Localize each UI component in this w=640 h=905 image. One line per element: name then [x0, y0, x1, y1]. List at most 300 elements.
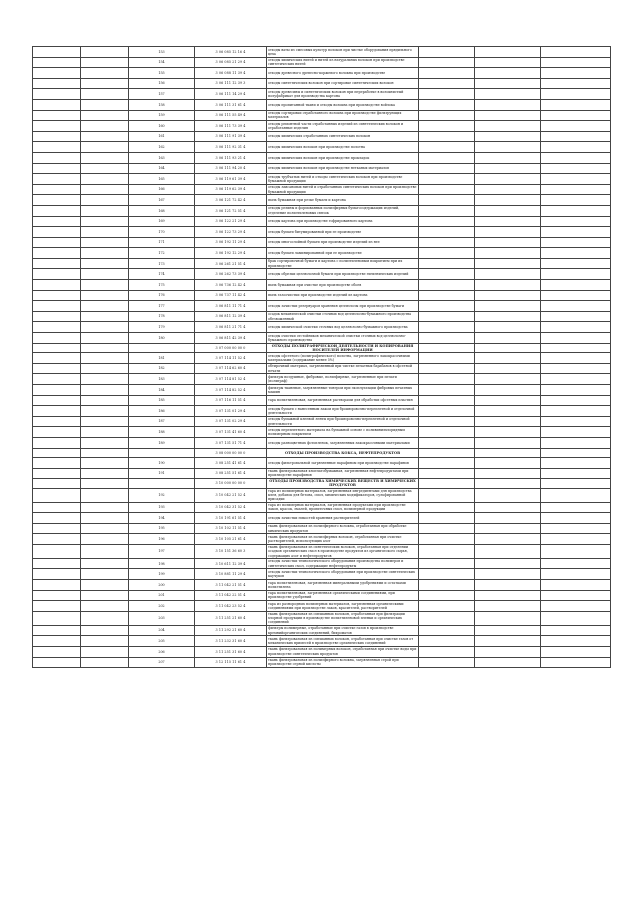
waste-code-cell: 3 10 191 61 51 4: [195, 513, 267, 524]
empty-cell: [419, 513, 475, 524]
waste-code-cell: 3 07 114 81 52 4: [195, 374, 267, 385]
waste-description-cell: отходы обрезки целлюлозной бумаги при производстве гигиенических изделий: [267, 269, 419, 280]
empty-cell: [33, 174, 81, 185]
empty-cell: [419, 343, 475, 353]
table-row: [33, 534, 611, 545]
empty-cell: [419, 406, 475, 417]
empty-cell: [81, 363, 129, 374]
empty-cell: [81, 205, 129, 216]
waste-description-cell: отходы бумаги с нанесенным лаком при брошюровочно-переплетной и отделочной деятельности: [267, 406, 419, 417]
empty-cell: [33, 110, 81, 121]
table-row: [33, 174, 611, 185]
empty-cell: [33, 374, 81, 385]
empty-cell: [81, 427, 129, 438]
waste-description-cell: отходы ремонтной части отработанных изделий из синтетических волокон и отработанные изделия: [267, 121, 419, 132]
row-number-cell: 171: [129, 237, 195, 248]
waste-code-cell: 3 06 121 72 42 4: [195, 195, 267, 206]
empty-cell: [419, 395, 475, 406]
row-number-cell: 194: [129, 513, 195, 524]
empty-cell: [33, 545, 81, 559]
waste-description-cell: пыль бумажная при очистке при производстве обоев: [267, 280, 419, 291]
waste-code-cell: 3 07 114 82 52 4: [195, 385, 267, 396]
empty-cell: [475, 152, 541, 163]
empty-cell: [475, 47, 541, 58]
empty-cell: [419, 479, 475, 489]
waste-code-cell: 3 12 115 11 61 4: [195, 657, 267, 668]
empty-cell: [81, 248, 129, 259]
empty-cell: [33, 523, 81, 534]
waste-description-cell: тара полиэтиленовая, загрязненная органическими соединениями, при производстве удобрений: [267, 590, 419, 601]
empty-cell: [33, 416, 81, 427]
empty-cell: [81, 195, 129, 206]
empty-cell: [541, 479, 611, 489]
row-number-cell: 155: [129, 68, 195, 79]
empty-cell: [475, 290, 541, 301]
empty-cell: [475, 78, 541, 89]
waste-description-cell: отходы зачистки технологического оборудования производства полимеров и синтетических смол, содержащие нефтепродукты: [267, 558, 419, 569]
empty-cell: [81, 343, 129, 353]
waste-code-cell: 3 06 736 12 42 4: [195, 280, 267, 291]
row-number-cell: 168: [129, 205, 195, 216]
row-number-cell: 163: [129, 152, 195, 163]
table-row: [33, 523, 611, 534]
empty-cell: [419, 258, 475, 269]
empty-cell: [541, 646, 611, 657]
empty-cell: [541, 57, 611, 68]
table-row: [33, 205, 611, 216]
empty-cell: [541, 636, 611, 647]
empty-cell: [475, 216, 541, 227]
empty-cell: [33, 269, 81, 280]
row-number-cell: 176: [129, 290, 195, 301]
empty-cell: [81, 301, 129, 312]
table-row: [33, 311, 611, 322]
empty-cell: [81, 545, 129, 559]
empty-cell: [419, 269, 475, 280]
row-number-cell: 182: [129, 363, 195, 374]
empty-cell: [419, 437, 475, 448]
empty-cell: [541, 468, 611, 479]
empty-cell: [419, 227, 475, 238]
waste-code-cell: 3 10 042 21 52 4: [195, 488, 267, 502]
table-row: [33, 47, 611, 58]
empty-cell: [475, 163, 541, 174]
empty-cell: [33, 258, 81, 269]
empty-cell: [81, 280, 129, 291]
waste-code-cell: 3 11 292 21 60 4: [195, 625, 267, 636]
waste-code-cell: 3 06 192 12 29 4: [195, 248, 267, 259]
row-number-cell: 179: [129, 322, 195, 333]
waste-code-cell: 3 11 042 22 51 4: [195, 590, 267, 601]
empty-cell: [541, 558, 611, 569]
empty-cell: [419, 237, 475, 248]
empty-cell: [475, 301, 541, 312]
table-row: [33, 269, 611, 280]
table-row: [33, 601, 611, 612]
table-row: [33, 502, 611, 513]
empty-cell: [541, 611, 611, 625]
empty-cell: [33, 78, 81, 89]
empty-cell: [81, 502, 129, 513]
table-row: [33, 121, 611, 132]
row-number-cell: 175: [129, 280, 195, 291]
row-number-cell: 154: [129, 57, 195, 68]
waste-code-cell: 3 07 131 41 60 4: [195, 427, 267, 438]
row-number-cell: 166: [129, 184, 195, 195]
row-number-cell: 157: [129, 89, 195, 100]
empty-cell: [33, 99, 81, 110]
empty-cell: [33, 580, 81, 591]
empty-cell: [419, 248, 475, 259]
empty-cell: [475, 625, 541, 636]
empty-cell: [81, 353, 129, 364]
table-row: [33, 416, 611, 427]
empty-cell: [475, 68, 541, 79]
row-number-cell: 185: [129, 395, 195, 406]
empty-cell: [81, 142, 129, 153]
table-row: [33, 558, 611, 569]
empty-cell: [541, 406, 611, 417]
waste-description-cell: отходы химической очистки сточных вод целлюлозно-бумажного производства: [267, 322, 419, 333]
waste-code-cell: 3 06 737 11 42 4: [195, 290, 267, 301]
waste-code-cell: 3 11 042 21 51 4: [195, 580, 267, 591]
empty-cell: [33, 513, 81, 524]
empty-cell: [419, 580, 475, 591]
empty-cell: [33, 636, 81, 647]
empty-cell: [541, 580, 611, 591]
waste-code-cell: 3 07 114 11 52 4: [195, 353, 267, 364]
empty-cell: [419, 184, 475, 195]
empty-cell: [419, 290, 475, 301]
row-number-cell: 162: [129, 142, 195, 153]
waste-code-cell: 3 10 042 31 52 4: [195, 502, 267, 513]
row-number-cell: 184: [129, 385, 195, 396]
empty-cell: [81, 406, 129, 417]
empty-cell: [419, 569, 475, 580]
waste-description-cell: отходы многослойной бумаги при производстве изделий из нее: [267, 237, 419, 248]
row-number-cell: 158: [129, 99, 195, 110]
waste-code-cell: 3 08 251 41 61 4: [195, 457, 267, 468]
waste-code-cell: 3 07 131 51 71 4: [195, 437, 267, 448]
empty-cell: [475, 142, 541, 153]
empty-cell: [419, 47, 475, 58]
empty-cell: [81, 558, 129, 569]
row-number-cell: 207: [129, 657, 195, 668]
empty-cell: [33, 488, 81, 502]
row-number-cell: [129, 479, 195, 489]
waste-description-cell: отходы переплетного материала на бумажной основе с поливинилхлоридным полимерным покрытием: [267, 427, 419, 438]
table-row: [33, 99, 611, 110]
waste-code-cell: 3 06 085 12 16 4: [195, 47, 267, 58]
table-row: [33, 488, 611, 502]
empty-cell: [81, 237, 129, 248]
empty-cell: [475, 110, 541, 121]
empty-cell: [33, 534, 81, 545]
table-row: [33, 363, 611, 374]
empty-cell: [33, 427, 81, 438]
empty-cell: [33, 301, 81, 312]
empty-cell: [81, 47, 129, 58]
empty-cell: [33, 322, 81, 333]
empty-cell: [33, 57, 81, 68]
waste-description-cell: пыль газоочистки при производстве изделий из картона: [267, 290, 419, 301]
empty-cell: [33, 216, 81, 227]
empty-cell: [541, 152, 611, 163]
table-row: [33, 280, 611, 291]
waste-description-cell: отходы пропитанной ткани и отходы волокна при производстве войлока: [267, 99, 419, 110]
waste-code-cell: 3 06 811 21 71 4: [195, 322, 267, 333]
empty-cell: [541, 363, 611, 374]
empty-cell: [33, 227, 81, 238]
empty-cell: [419, 416, 475, 427]
empty-cell: [541, 333, 611, 344]
empty-cell: [541, 590, 611, 601]
empty-cell: [419, 468, 475, 479]
row-number-cell: 205: [129, 636, 195, 647]
empty-cell: [541, 269, 611, 280]
empty-cell: [541, 184, 611, 195]
waste-code-cell: 3 06 111 91 39 4: [195, 131, 267, 142]
waste-code-cell: 3 06 262 73 39 4: [195, 269, 267, 280]
waste-description-cell: тара из разнородных полимерных материалов, загрязненная органическими соединениями при производстве лаков, красителей, растворителей: [267, 601, 419, 612]
table-row: [33, 385, 611, 396]
empty-cell: [541, 216, 611, 227]
waste-description-cell: фильтры воздушные, фибровые, полиэфирные, загрязненные при печати (полиграф): [267, 374, 419, 385]
empty-cell: [81, 611, 129, 625]
waste-description-cell: тара из полимерных материалов, загрязненная продуктами при производстве лаков, красок, эмалей, пропиточных смол, полимерной продукции: [267, 502, 419, 513]
waste-description-cell: ткань фильтровальная из полиэфирного волокна, загрязненная серой при производстве серной кислоты: [267, 657, 419, 668]
empty-cell: [541, 448, 611, 457]
row-number-cell: 190: [129, 457, 195, 468]
empty-cell: [419, 110, 475, 121]
waste-code-cell: 3 06 111 94 20 4: [195, 163, 267, 174]
waste-classification-table: [32, 46, 611, 668]
empty-cell: [81, 569, 129, 580]
empty-cell: [475, 248, 541, 259]
empty-cell: [33, 121, 81, 132]
table-row: [33, 184, 611, 195]
empty-cell: [475, 534, 541, 545]
empty-cell: [419, 363, 475, 374]
table-row: [33, 68, 611, 79]
row-number-cell: 204: [129, 625, 195, 636]
waste-description-cell: ткань фильтровальная из смешанных волокон, отработанная при очистке газов от механических примесей в производстве органических соединений: [267, 636, 419, 647]
empty-cell: [541, 545, 611, 559]
empty-cell: [419, 280, 475, 291]
waste-code-cell: 3 10 105 21 61 4: [195, 534, 267, 545]
empty-cell: [475, 657, 541, 668]
empty-cell: [81, 322, 129, 333]
empty-cell: [419, 301, 475, 312]
empty-cell: [33, 646, 81, 657]
waste-description-cell: осадок механической очистки сточных вод целлюлозно-бумажного производства обезвоженный: [267, 311, 419, 322]
waste-code-cell: 3 11 251 21 60 4: [195, 611, 267, 625]
empty-cell: [475, 374, 541, 385]
waste-description-cell: ОТХОДЫ ПОЛИГРАФИЧЕСКОЙ ДЕЯТЕЛЬНОСТИ И КОПИРОВАНИЯ НОСИТЕЛЕЙ ИНФОРМАЦИИ: [267, 343, 419, 353]
waste-code-cell: 3 11 251 31 60 4: [195, 646, 267, 657]
waste-description-cell: отходы разноцветных фотопленок, загрязненных лакокрасочными материалами: [267, 437, 419, 448]
empty-cell: [541, 488, 611, 502]
waste-code-cell: 3 06 088 11 39 4: [195, 68, 267, 79]
empty-cell: [33, 479, 81, 489]
empty-cell: [81, 68, 129, 79]
row-number-cell: 164: [129, 163, 195, 174]
empty-cell: [81, 590, 129, 601]
empty-cell: [81, 395, 129, 406]
empty-cell: [541, 142, 611, 153]
empty-cell: [475, 363, 541, 374]
empty-cell: [81, 416, 129, 427]
empty-cell: [419, 558, 475, 569]
empty-cell: [81, 269, 129, 280]
waste-description-cell: отходы трубчатых нитей и отходы синтетических волокон при производстве бумажной продукции: [267, 174, 419, 185]
empty-cell: [33, 311, 81, 322]
empty-cell: [33, 205, 81, 216]
empty-cell: [33, 468, 81, 479]
table-row: [33, 657, 611, 668]
empty-cell: [541, 374, 611, 385]
row-number-cell: 165: [129, 174, 195, 185]
empty-cell: [81, 468, 129, 479]
empty-cell: [541, 569, 611, 580]
table-row: [33, 569, 611, 580]
empty-cell: [81, 657, 129, 668]
waste-description-cell: ткань фильтровальная из полимерных волокон, отработанная при очистке воды при производстве синтетических продуктов: [267, 646, 419, 657]
empty-cell: [541, 237, 611, 248]
empty-cell: [419, 78, 475, 89]
row-number-cell: 201: [129, 590, 195, 601]
empty-cell: [81, 488, 129, 502]
waste-code-cell: 3 07 131 02 29 4: [195, 416, 267, 427]
table-row: [33, 57, 611, 68]
empty-cell: [419, 174, 475, 185]
empty-cell: [81, 184, 129, 195]
empty-cell: [419, 448, 475, 457]
empty-cell: [475, 590, 541, 601]
row-number-cell: 173: [129, 258, 195, 269]
waste-description-cell: отходы лавсановых нитей и отработанных синтетических волокон при производстве бумажной продукции: [267, 184, 419, 195]
waste-code-cell: 3 06 085 21 29 4: [195, 57, 267, 68]
waste-code-cell: 3 10 611 12 39 4: [195, 558, 267, 569]
waste-description-cell: обтирочный материал, загрязненный при чистке печатных барабанов в офсетной печати: [267, 363, 419, 374]
waste-code-cell: 3 07 131 01 29 4: [195, 406, 267, 417]
empty-cell: [33, 625, 81, 636]
empty-cell: [475, 89, 541, 100]
empty-cell: [475, 131, 541, 142]
empty-cell: [541, 121, 611, 132]
waste-code-cell: 3 11 042 23 52 4: [195, 601, 267, 612]
empty-cell: [475, 99, 541, 110]
waste-description-cell: отходы химических волокон при производстве нетканых материалов: [267, 163, 419, 174]
row-number-cell: [129, 343, 195, 353]
waste-code-cell: 3 10 881 11 29 4: [195, 569, 267, 580]
empty-cell: [541, 534, 611, 545]
empty-cell: [541, 110, 611, 121]
empty-cell: [475, 468, 541, 479]
table-row: [33, 78, 611, 89]
empty-cell: [419, 488, 475, 502]
row-number-cell: 206: [129, 646, 195, 657]
row-number-cell: 160: [129, 121, 195, 132]
row-number-cell: 196: [129, 534, 195, 545]
empty-cell: [541, 89, 611, 100]
table-row: [33, 142, 611, 153]
waste-code-cell: 3 07 000 00 00 0: [195, 343, 267, 353]
empty-cell: [475, 322, 541, 333]
waste-code-cell: 3 10 151 36 60 3: [195, 545, 267, 559]
waste-description-cell: тара из полимерных материалов, загрязненная ингредиентами для производства клея, добавок для бетона, смол, химических модификаторов, сульфированной присадки: [267, 488, 419, 502]
waste-description-cell: отходы бумаги ламинированной при ее производстве: [267, 248, 419, 259]
empty-cell: [419, 625, 475, 636]
row-number-cell: 177: [129, 301, 195, 312]
empty-cell: [475, 385, 541, 396]
empty-cell: [33, 569, 81, 580]
row-number-cell: 170: [129, 227, 195, 238]
row-number-cell: [129, 448, 195, 457]
empty-cell: [475, 205, 541, 216]
empty-cell: [541, 322, 611, 333]
empty-cell: [475, 237, 541, 248]
empty-cell: [33, 353, 81, 364]
row-number-cell: 203: [129, 611, 195, 625]
empty-cell: [81, 437, 129, 448]
empty-cell: [33, 363, 81, 374]
empty-cell: [33, 195, 81, 206]
table-row: [33, 216, 611, 227]
empty-cell: [475, 406, 541, 417]
row-number-cell: 153: [129, 47, 195, 58]
empty-cell: [419, 385, 475, 396]
empty-cell: [33, 290, 81, 301]
empty-cell: [33, 558, 81, 569]
table-row: [33, 301, 611, 312]
waste-description-cell: отходы ваты из смесовых культур волокон при чистке оборудования прядильного цеха: [267, 47, 419, 58]
waste-description-cell: ткань фильтровальная из смешанных волокон, отработанная при фильтрации хлорной продукции в производстве полиэтиленовой пленки и органических соединений: [267, 611, 419, 625]
empty-cell: [475, 174, 541, 185]
waste-code-cell: 3 06 111 31 61 4: [195, 99, 267, 110]
empty-cell: [541, 99, 611, 110]
empty-cell: [419, 523, 475, 534]
empty-cell: [419, 57, 475, 68]
waste-description-cell: отходы картона при производстве гофрированного картона: [267, 216, 419, 227]
empty-cell: [81, 99, 129, 110]
row-number-cell: 192: [129, 488, 195, 502]
waste-description-cell: отходы бумаги битумированной при ее производстве: [267, 227, 419, 238]
waste-description-cell: отходы резины и формованных полиэфирных бумагосодержащих изделий, отделение полиэтиленовых связок: [267, 205, 419, 216]
table-row: [33, 636, 611, 647]
waste-code-cell: 3 06 121 72 51 4: [195, 205, 267, 216]
row-number-cell: 188: [129, 427, 195, 438]
row-number-cell: 167: [129, 195, 195, 206]
empty-cell: [541, 513, 611, 524]
waste-description-cell: отходы офсетного (полиграфического) полотна, загрязненного лакокрасочными материалами (содержание менее 5%): [267, 353, 419, 364]
empty-cell: [419, 427, 475, 438]
empty-cell: [33, 406, 81, 417]
empty-cell: [419, 99, 475, 110]
waste-description-cell: ткань фильтровальная из полиэфирного волокна, отработанная при обработке химических продуктов: [267, 523, 419, 534]
empty-cell: [419, 131, 475, 142]
empty-cell: [419, 322, 475, 333]
row-number-cell: 180: [129, 333, 195, 344]
row-number-cell: 181: [129, 353, 195, 364]
waste-description-cell: отходы химических отработанных синтетических волокон: [267, 131, 419, 142]
waste-description-cell: отходы синтетических волокон при сортировке синтетических волокон: [267, 78, 419, 89]
empty-cell: [475, 558, 541, 569]
waste-description-cell: тара полиэтиленовая, загрязненная растворами для обработки офсетных пластин: [267, 395, 419, 406]
waste-description-cell: ткань фильтровальная из синтетических волокон, отработанная при отделении осадков органических смол в производстве продуктов из органического сырья, содержащих азот и нефтепродуктов: [267, 545, 419, 559]
empty-cell: [475, 513, 541, 524]
table-row: [33, 437, 611, 448]
